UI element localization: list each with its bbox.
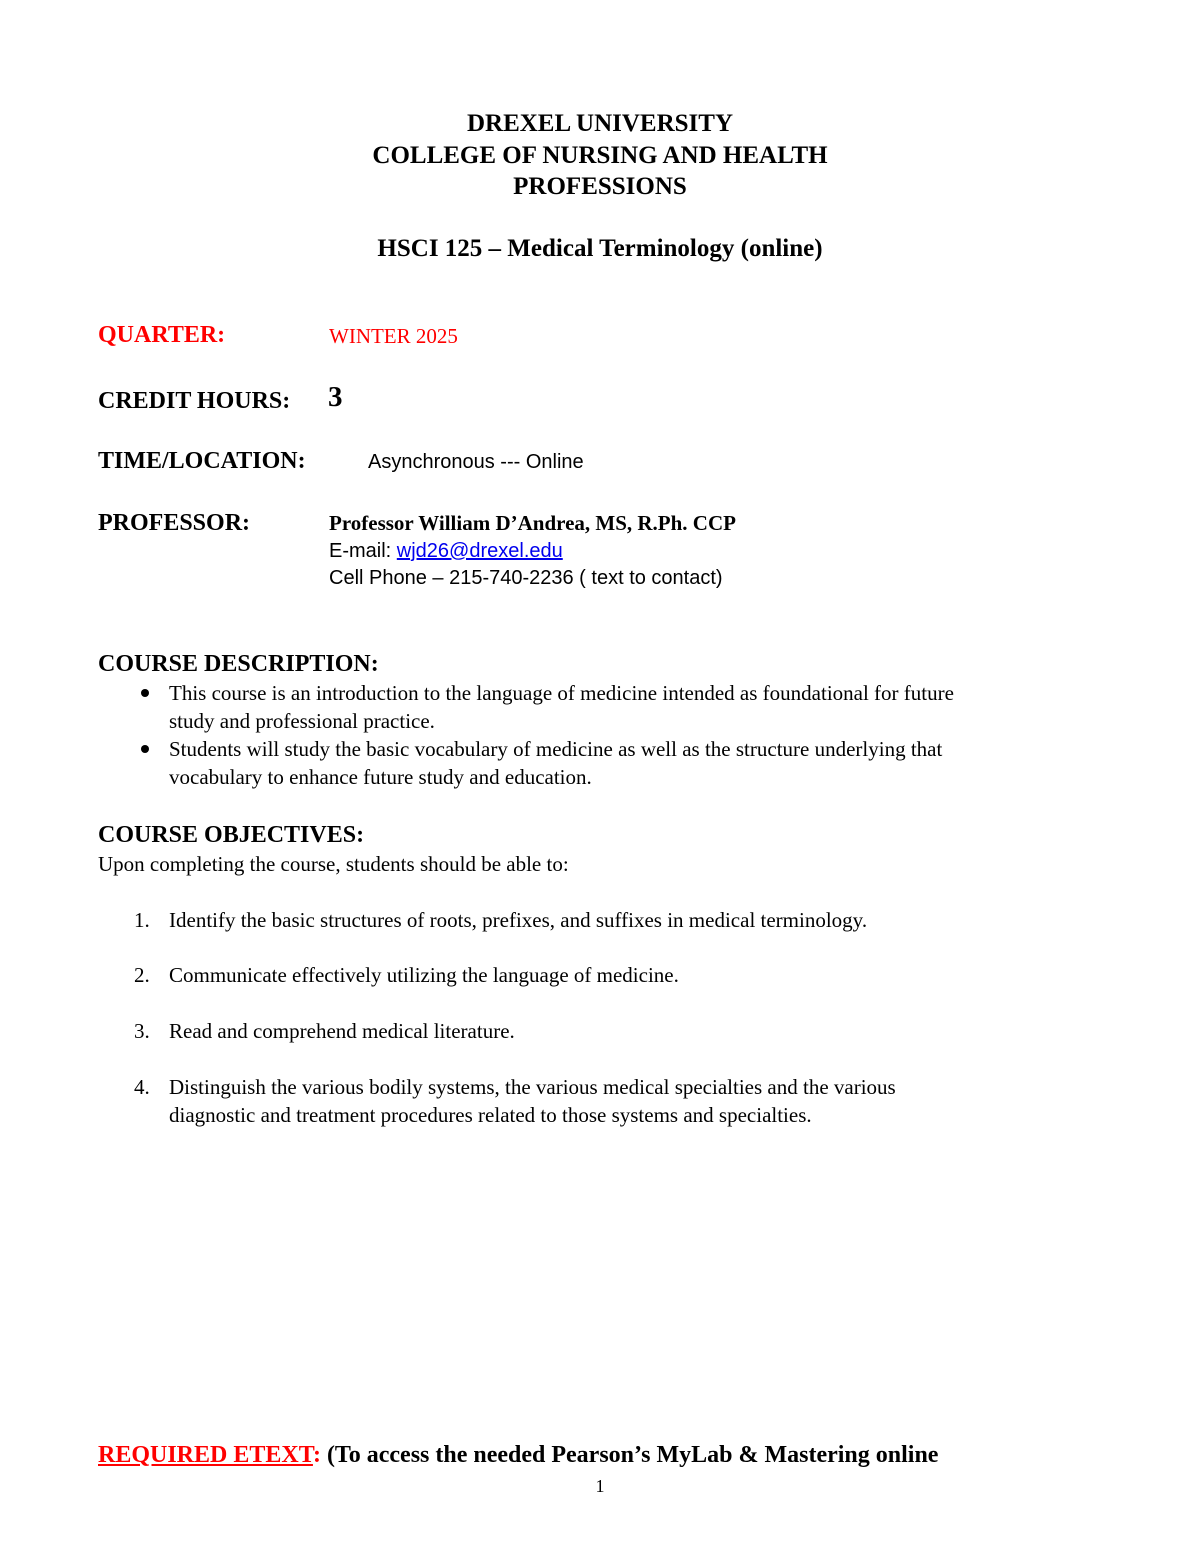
description-bullet-2-line1: Students will study the basic vocabulary of medicine as well as the structure underlying that <box>169 737 943 761</box>
description-bullet-2-line2: vocabulary to enhance future study and education. <box>169 765 592 789</box>
university-name: DREXEL UNIVERSITY <box>466 110 734 137</box>
college-name-line1: COLLEGE OF NURSING AND HEALTH <box>372 142 828 169</box>
quarter-value: WINTER 2025 <box>329 324 458 348</box>
quarter-label: QUARTER: <box>98 322 226 348</box>
email-label: E-mail: <box>329 540 397 562</box>
credit-hours-label: CREDIT HOURS: <box>98 388 291 414</box>
bullet-icon <box>141 689 149 697</box>
description-bullet-1-line2: study and professional practice. <box>169 709 435 733</box>
description-bullet-1-line1: This course is an introduction to the language of medicine intended as foundational for future <box>169 681 954 705</box>
course-title: HSCI 125 – Medical Terminology (online) <box>377 235 823 262</box>
course-description-heading: COURSE DESCRIPTION: <box>98 651 379 677</box>
objective-3-line1: Read and comprehend medical literature. <box>169 1019 515 1043</box>
bullet-icon <box>141 745 149 753</box>
objective-number: 3. <box>134 1019 150 1043</box>
required-etext-colon: : <box>312 1442 321 1468</box>
required-etext-line <box>98 1442 938 1469</box>
objective-number: 2. <box>134 963 150 987</box>
credit-hours-value: 3 <box>328 381 343 413</box>
required-etext-text: (To access the needed Pearson’s MyLab & Mastering online <box>320 1442 939 1468</box>
email-link[interactable]: wjd26@drexel.edu <box>396 540 563 562</box>
time-location-label: TIME/LOCATION: <box>98 448 306 474</box>
objective-4-line2: diagnostic and treatment procedures related to those systems and specialties. <box>169 1103 812 1127</box>
time-location-value: Asynchronous --- Online <box>368 451 584 473</box>
college-name-line2: PROFESSIONS <box>513 173 687 200</box>
objective-1-line1: Identify the basic structures of roots, prefixes, and suffixes in medical terminology. <box>169 908 868 932</box>
objectives-intro: Upon completing the course, students should be able to: <box>98 852 569 876</box>
phone-line: Cell Phone – 215-740-2236 ( text to contact) <box>329 567 723 589</box>
professor-name: Professor William D’Andrea, MS, R.Ph. CCP <box>329 511 736 535</box>
objective-number: 1. <box>134 908 150 932</box>
course-objectives-heading: COURSE OBJECTIVES: <box>98 822 365 848</box>
professor-label: PROFESSOR: <box>98 510 251 536</box>
objective-number: 4. <box>134 1075 150 1099</box>
required-etext-label: REQUIRED ETEXT <box>98 1442 313 1468</box>
objective-2-line1: Communicate effectively utilizing the language of medicine. <box>169 963 679 987</box>
page-number: 1 <box>595 1476 605 1496</box>
objective-4-line1: Distinguish the various bodily systems, the various medical specialties and the various <box>169 1075 896 1099</box>
email-line <box>329 540 563 563</box>
